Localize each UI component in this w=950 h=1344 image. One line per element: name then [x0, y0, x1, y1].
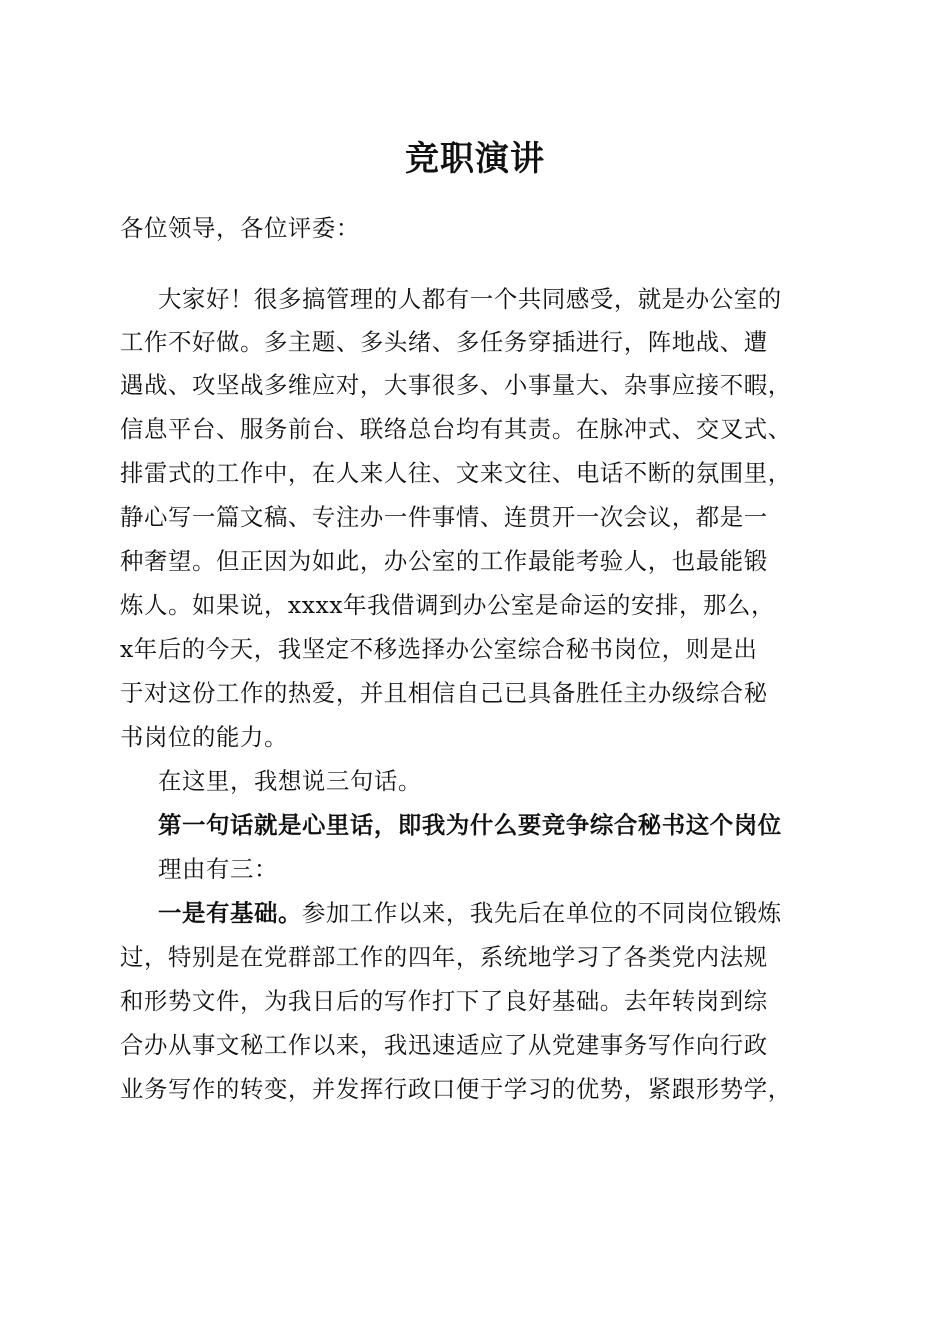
document-title: 竞职演讲: [405, 139, 545, 179]
paragraph-line: 静心写一篇文稿、专注办一件事情、连贯开一次会议，都是一: [120, 503, 768, 531]
paragraph-line: 和形势文件，为我日后的写作打下了良好基础。去年转岗到综: [120, 987, 768, 1015]
section-heading: 第一句话就是心里话，即我为什么要竞争综合秘书这个岗位: [158, 811, 782, 839]
salutation: 各位领导，各位评委：: [120, 214, 360, 242]
paragraph-line: 信息平台、服务前台、联络总台均有其责。在脉冲式、交叉式、: [120, 415, 792, 443]
point-text: 参加工作以来，我先后在单位的不同岗位锻炼: [301, 899, 782, 927]
paragraph-line: 过，特别是在党群部工作的四年，系统地学习了各类党内法规: [120, 943, 768, 971]
paragraph-line: 炼人。如果说，xxxx年我借调到办公室是命运的安排，那么，: [120, 591, 775, 619]
paragraph-line: 工作不好做。多主题、多头绪、多任务穿插进行，阵地战、遭: [120, 328, 768, 356]
paragraph-line: 种奢望。但正因为如此，办公室的工作最能考验人，也最能锻: [120, 547, 768, 575]
paragraph-line: 遇战、攻坚战多维应对，大事很多、小事量大、杂事应接不暇，: [120, 371, 792, 399]
paragraph-line: 理由有三：: [158, 855, 278, 883]
paragraph-line: 于对这份工作的热爱，并且相信自己已具备胜任主办级综合秘: [120, 679, 768, 707]
paragraph-line: 排雷式的工作中，在人来人往、文来文往、电话不断的氛围里，: [120, 459, 792, 487]
paragraph-line: [158, 896, 782, 930]
paragraph-line: 书岗位的能力。: [120, 723, 288, 751]
paragraph-line: 合办从事文秘工作以来，我迅速适应了从党建事务写作向行政: [120, 1031, 768, 1059]
point-lead: 一是有基础。: [158, 899, 302, 927]
paragraph-line: 业务写作的转变，并发挥行政口便于学习的优势，紧跟形势学，: [120, 1075, 792, 1103]
paragraph-line: 大家好！很多搞管理的人都有一个共同感受，就是办公室的: [158, 285, 782, 313]
paragraph-line: 在这里，我想说三句话。: [158, 767, 422, 795]
paragraph-line: x年后的今天，我坚定不移选择办公室综合秘书岗位，则是出: [120, 635, 758, 663]
